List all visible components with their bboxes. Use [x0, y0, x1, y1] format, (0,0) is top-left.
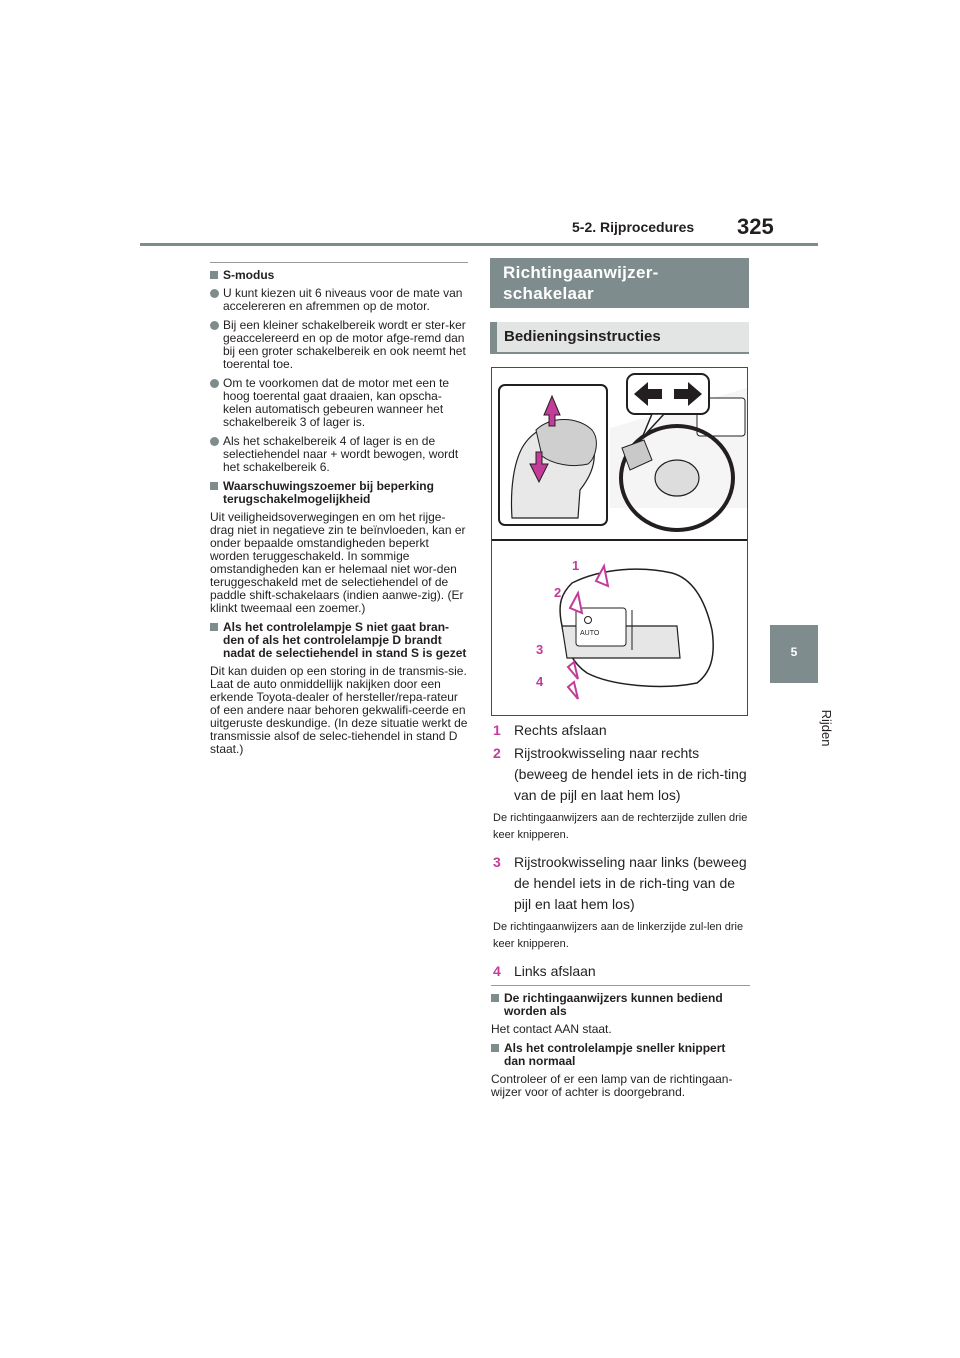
- note-heading: [491, 992, 750, 1018]
- section-title: 5-2. Rijprocedures: [572, 219, 695, 235]
- note-title: Als het controlelampje sneller knippert dan normaal: [504, 1041, 726, 1068]
- chapter-label: [770, 688, 834, 768]
- turn-signal-illustration: [492, 368, 747, 715]
- chapter-number: 5: [790, 645, 798, 659]
- list-item: [210, 319, 468, 371]
- list-item-text: Bij een kleiner schakelbereik wordt er ster-ker geaccelereerd en op de motor afge-remd dan bij een groter schakelbereik en ook neemt het toerental toe.: [223, 318, 466, 371]
- list-item-text: U kunt kiezen uit 6 niveaus voor de mate van accelereren en afremmen op de motor.: [223, 286, 463, 313]
- step-item: [493, 852, 750, 915]
- page-number: 325: [737, 214, 774, 239]
- header-rule: [140, 243, 818, 246]
- subheading-accent-bar: [490, 322, 497, 352]
- light-switch-dial: [576, 608, 626, 646]
- square-bullet-icon: [210, 623, 218, 631]
- step-text: Rijstrookwisseling naar rechts (beweeg de hendel iets in de rich-ting van de pijl en laat hem los): [514, 745, 747, 803]
- left-column: [210, 262, 468, 762]
- step-item: [493, 720, 750, 741]
- callout-1: 1: [572, 558, 580, 573]
- step-note: De richtingaanwijzers aan de rechterzijde zullen drie keer knipperen.: [493, 812, 748, 841]
- arrow-4-icon: [568, 682, 578, 699]
- list-item: [210, 377, 468, 429]
- note-text: Het contact AAN staat.: [491, 1022, 612, 1036]
- lamp-s-heading: [210, 621, 468, 660]
- list-item: [210, 287, 468, 313]
- list-item: [210, 435, 468, 474]
- callout-3: 3: [536, 642, 544, 657]
- step-item: [493, 743, 750, 806]
- subheading-banner: [490, 322, 749, 354]
- round-bullet-icon: [210, 437, 219, 446]
- warning-heading: [210, 480, 468, 506]
- lever-illustration: [536, 420, 596, 466]
- warning-title: Waarschuwingszoemer bij beperking terugschakelmogelijkheid: [223, 479, 434, 506]
- chapter-label-text: Rijden: [819, 709, 834, 747]
- round-bullet-icon: [210, 321, 219, 330]
- note-heading: [491, 1042, 750, 1068]
- step-text: Rechts afslaan: [514, 722, 607, 738]
- step-number: 4: [493, 963, 501, 979]
- step-item: [493, 961, 750, 982]
- step-number: 1: [493, 722, 501, 738]
- steps-list: [493, 720, 750, 982]
- callout-4: 4: [536, 674, 544, 689]
- step-note: De richtingaanwijzers aan de linkerzijde zul-len drie keer knipperen.: [493, 921, 744, 950]
- steering-hub: [655, 460, 699, 496]
- auto-label: AUTO: [580, 630, 600, 637]
- step-text: Rijstrookwisseling naar links (beweeg de hendel iets in de rich-ting van de pijl en laat hem los): [514, 854, 747, 912]
- chapter-tab: [770, 625, 818, 683]
- subheading-title: Bedieningsinstructies: [504, 328, 661, 345]
- callout-2: 2: [554, 585, 562, 600]
- s-modus-title: S-modus: [223, 268, 275, 282]
- section-divider: [210, 262, 468, 263]
- step-text: Links afslaan: [514, 963, 596, 979]
- square-bullet-icon: [491, 994, 499, 1002]
- list-item-text: Om te voorkomen dat de motor met een te hoog toerental gaat draaien, kan opscha-kelen automatisch gebeuren wanneer het schakelbereik 3 of lager is.: [223, 376, 450, 429]
- lamp-s-text: Dit kan duiden op een storing in de transmis-sie. Laat de auto onmiddellijk nakijken door een erkende Toyota-dealer of hersteller/repa-rateur of een andere naar behoren gekwalifi-ceerde en uitgeruste deskundige. (In deze situatie werkt de transmissie alsof de selec-tiehendel in stand D staat.): [210, 664, 468, 756]
- square-bullet-icon: [210, 271, 218, 279]
- square-bullet-icon: [210, 482, 218, 490]
- warning-text: Uit veiligheidsoverwegingen en om het rijge-drag niet in negatieve zin te beïnvloeden, kan er onder bepaalde omstandigheden beperkt worden teruggeschakeld. In sommige omstandigheden kan er helemaal niet wor-den teruggeschakeld met de selectiehendel of de paddle shift-schakelaars (indien aanwe-zig). (Er klinkt tweemaal een zoemer.): [210, 510, 466, 615]
- step-number: 3: [493, 854, 501, 870]
- lamp-s-title: Als het controlelampje S niet gaat bran-den of als het controlelampje D brandt nadat de selectiehendel in stand S is gezet: [223, 620, 467, 660]
- s-modus-heading: [210, 269, 468, 282]
- notes-section: [491, 985, 750, 1105]
- section-banner: [490, 258, 749, 308]
- square-bullet-icon: [491, 1044, 499, 1052]
- step-number: 2: [493, 745, 501, 761]
- section-divider: [491, 985, 750, 986]
- round-bullet-icon: [210, 289, 219, 298]
- round-bullet-icon: [210, 379, 219, 388]
- section-banner-title: Richtingaanwijzer-schakelaar: [503, 263, 659, 303]
- turn-signal-figure: [491, 367, 748, 716]
- note-text: Controleer of er een lamp van de richtingaan-wijzer voor of achter is doorgebrand.: [491, 1072, 733, 1099]
- list-item-text: Als het schakelbereik 4 of lager is en de selectiehendel naar + wordt bewogen, wordt het schakelbereik 6.: [223, 434, 459, 474]
- note-title: De richtingaanwijzers kunnen bediend worden als: [504, 991, 723, 1018]
